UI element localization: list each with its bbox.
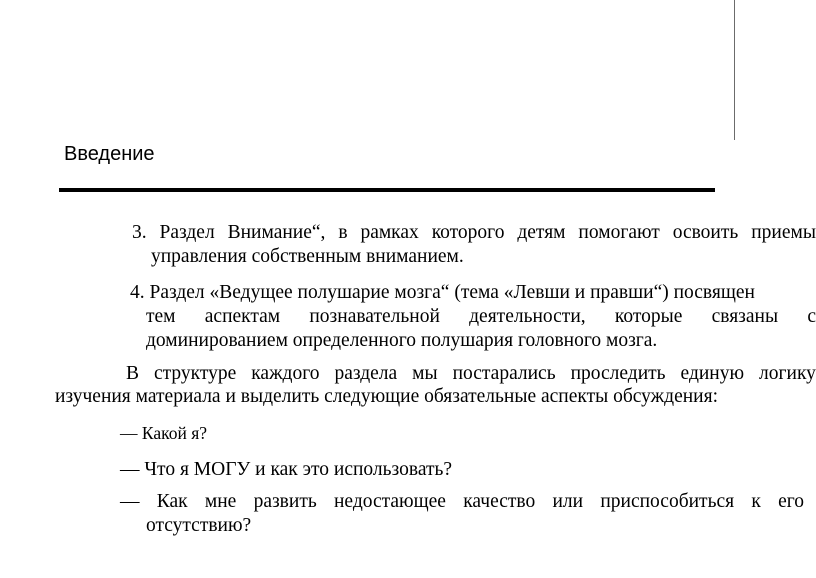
item4-line3: доминированием определенного полушария головного мозга.: [146, 330, 658, 351]
word: которые: [614, 306, 683, 327]
word: к: [751, 491, 761, 512]
item4-line1: 4. Раздел «Ведущее полушарие мозга“ (тема «Левши и правши“) посвящен: [130, 282, 755, 303]
word: тем: [146, 306, 176, 327]
word: рамках: [360, 222, 419, 243]
word: Раздел: [159, 222, 215, 243]
word: которого: [431, 222, 505, 243]
word: каждого: [251, 363, 320, 384]
word: приемы: [751, 222, 816, 243]
word: в: [338, 222, 348, 243]
paragraph-line1: [126, 362, 816, 386]
word: Внимание“,: [227, 222, 326, 243]
word: развить: [253, 491, 317, 512]
paragraph-line2: изучения материала и выделить следующие обязательные аспекты обсуждения:: [55, 386, 718, 407]
word: детям: [517, 222, 566, 243]
word: мне: [204, 491, 237, 512]
word: помогают: [578, 222, 660, 243]
word: качество: [463, 491, 536, 512]
word: аспектам: [204, 306, 281, 327]
bullet-3-line2: отсутствию?: [146, 515, 252, 536]
word: или: [552, 491, 584, 512]
word: логику: [759, 363, 816, 384]
word: недостающее: [334, 491, 446, 512]
item4-line2: [146, 305, 816, 329]
word: структуре: [153, 363, 237, 384]
word: единую: [680, 363, 745, 384]
word: с: [807, 306, 816, 327]
word: 3.: [132, 222, 147, 243]
word: связаны: [711, 306, 779, 327]
word: раздела: [334, 363, 398, 384]
word: познавательной: [309, 306, 440, 327]
word: деятельности,: [469, 306, 586, 327]
item3-line1: [132, 221, 816, 245]
word: его: [778, 491, 804, 512]
word: освоить: [672, 222, 739, 243]
title-underline: [59, 188, 715, 192]
bullet-2: — Что я МОГУ и как это использовать?: [120, 459, 453, 480]
bullet-3-line1: [120, 490, 804, 514]
word: Как: [156, 491, 188, 512]
word: приспособиться: [600, 491, 735, 512]
bullet-1: — Какой я?: [120, 423, 208, 443]
word: В: [126, 363, 140, 384]
word: проследить: [570, 363, 666, 384]
vertical-divider: [734, 0, 735, 140]
word: постарались: [452, 363, 556, 384]
word: —: [120, 491, 140, 512]
item3-line2: управления собственным вниманием.: [151, 246, 464, 267]
word: мы: [412, 363, 438, 384]
slide-title: Введение: [64, 143, 155, 165]
